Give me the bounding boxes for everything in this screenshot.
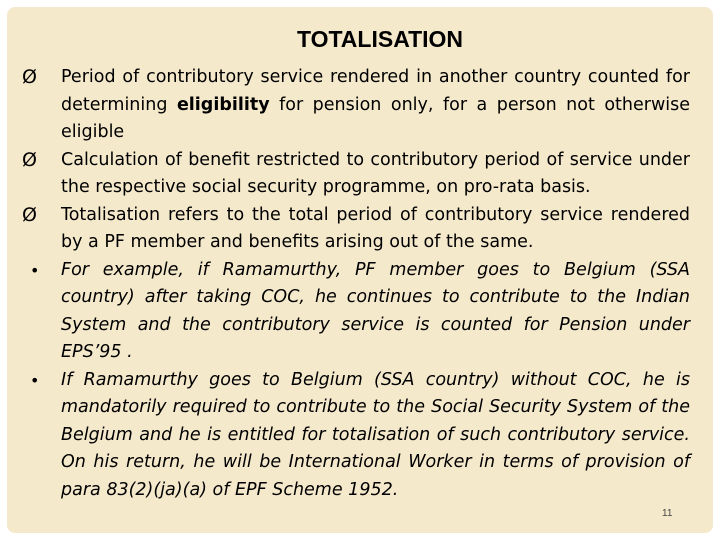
arrow-bullet-icon: Ø — [22, 203, 37, 226]
bullet-text-emphasis: eligibility — [176, 94, 270, 115]
bullet-item-example-with-coc — [20, 257, 690, 367]
bullet-text-part: for pension only, for a person not otherwise eligible — [61, 94, 690, 142]
bullet-text — [61, 64, 690, 147]
arrow-bullet-icon: Ø — [22, 66, 37, 88]
bullet-text: Calculation of benefit restricted to contributory period of service under the respective social security programme, on pro-rata basis. — [61, 149, 690, 197]
bullet-item-eligibility — [20, 64, 690, 147]
bullet-item-example-without-coc — [20, 367, 690, 505]
dot-bullet-icon: • — [30, 370, 40, 390]
bullet-text: Totalisation refers to the total period of contributory service rendered by a PF member and benefits arising out of the same. — [61, 204, 690, 252]
dot-bullet-icon: • — [30, 260, 40, 280]
arrow-bullet-icon: Ø — [22, 148, 37, 171]
bullet-item-definition — [20, 202, 690, 257]
bullet-item-calculation — [20, 147, 690, 202]
bullet-text: If Ramamurthy goes to Belgium (SSA country) without COC, he is mandatorily required to contribute to the Social Security System of the Belgium and he is entitled for totalisation of such contributory service. On his return, he will be International Worker in terms of provision of para 83(2)(ja)(a) of EPF Scheme 1952. — [61, 369, 690, 500]
slide-title: TOTALISATION — [296, 26, 464, 52]
slide-number: 11 — [662, 508, 673, 519]
bullet-list — [20, 64, 690, 504]
bullet-text-part: Period of contributory service rendered in another country counted for determining — [61, 67, 690, 115]
bullet-text: For example, if Ramamurthy, PF member goes to Belgium (SSA country) after taking COC, he continues to contribute to the Indian System and the contributory service is counted for Pension under EPS’95 . — [61, 259, 690, 362]
